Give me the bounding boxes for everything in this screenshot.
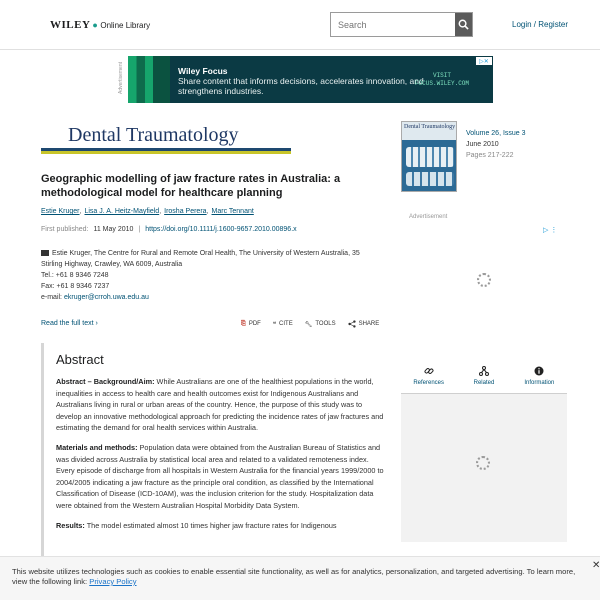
tools-label: TOOLS [315,321,336,327]
ad-banner[interactable] [128,56,493,103]
pdf-label: PDF [248,321,261,327]
abstract-paragraph [56,520,388,532]
tab-references[interactable] [401,362,456,393]
envelope-icon [41,250,49,256]
ad-cta-line1: VISIT [432,72,451,79]
adchoices-icon[interactable]: ▷ ⋮ [543,227,558,234]
author-link[interactable]: Marc Tennant [211,208,254,215]
share-label: SHARE [358,321,380,327]
quote-icon: ❝ [272,321,277,328]
search-icon [458,19,469,30]
journal-cover[interactable] [401,121,457,192]
ad-body: Share content that informs decisions, accelerates innovation, and strengthens industries. [178,76,424,96]
close-icon[interactable]: ✕ [592,560,600,571]
cover-title: Dental Traumatology [402,122,457,140]
ad-side-label: Advertisement [118,62,124,94]
issue-pages: Pages 217-222 [466,152,514,159]
cover-image-lower [406,172,454,186]
abstract-text: The model estimated almost 10 times higher jaw fracture rates for Indigenous [84,520,337,530]
rail-ad-label: Advertisement [409,214,448,220]
telephone: Tel.: +61 8 9346 7248 [41,272,109,279]
abstract-heading: Abstract [56,352,104,367]
search-button[interactable] [455,13,472,36]
wiley-logo[interactable] [50,19,150,31]
publication-info [41,226,297,233]
tab-related[interactable] [456,362,511,393]
author-separator: , [206,208,209,215]
author-link[interactable]: Lisa J. A. Heitz-Mayfield [84,208,160,215]
cookie-banner [0,556,600,600]
affiliation-line2: Stirling Highway, Crawley, WA 6009, Australia [41,261,183,268]
article-title: Geographic modelling of jaw fracture rates in Australia: a methodological model for healthcare planning [41,173,341,199]
email-label: e-mail: [41,294,63,301]
volume-issue-link[interactable]: Volume 26, Issue 3 [466,130,526,137]
tab-information[interactable] [512,362,567,393]
login-register-link[interactable]: Login / Register [512,20,569,29]
fax: Fax: +61 8 9346 7237 [41,283,110,290]
article-toolbar [241,320,379,328]
loading-spinner-icon [476,456,490,470]
email-link[interactable]: ekruger@crroh.uwa.edu.au [63,294,149,301]
logo-brand: WILEY [50,19,91,31]
wrench-icon: 🔧︎ [304,321,313,328]
tools-button[interactable] [305,321,336,328]
first-published-label: First published: [41,226,89,233]
first-published-date: 11 May 2010 [93,226,134,233]
issue-date: June 2010 [466,141,499,148]
search-input[interactable] [331,13,455,36]
tab-references-label: References [413,380,444,386]
issue-info [466,128,526,161]
abstract-text: While Australians are one of the healthiest populations in the world, inequalities in access to health care and health outcomes exist for Indigenous Australians and Australians living in rural or urban areas of the country. Hence, the purpose of this study was to develop an innovative methodological approach for predicting the incidence rates of jaw fractures and estimating the demand for oral health services within Australia. [56,377,384,433]
abstract-section [41,343,386,563]
pub-divider: | [138,226,141,233]
abstract-label: Materials and methods: [56,442,138,452]
affiliation-line1: Estie Kruger, The Centre for Rural and Remote Oral Health, The University of Western Australia, 35 [52,250,360,257]
chevron-right-icon: › [95,320,98,327]
read-full-text-link[interactable] [41,320,98,327]
logo-dot-icon: ● [92,20,99,30]
network-icon [479,366,489,376]
privacy-policy-link[interactable]: Privacy Policy [89,577,137,586]
cite-button[interactable] [273,321,293,328]
pdf-button[interactable] [241,321,261,328]
journal-banner-bar [41,148,291,154]
abstract-paragraph [56,376,388,434]
info-icon [534,366,544,376]
tab-information-label: Information [524,380,555,386]
correspondence-info [41,248,381,303]
cookie-text [12,567,587,587]
link-icon [424,366,434,376]
abstract-label: Abstract – Background/Aim: [56,377,155,386]
cite-label: CITE [279,321,293,327]
ad-cta[interactable] [415,72,469,88]
abstract-text: Population data were obtained from the Australian Bureau of Statistics and was divided across Australia by statistical local area and related to a validated remoteness index. Every episode of discharge from all hospitals in Western Australia for the financial years 1999/2000 to 2004/2005 indicating a jaw fracture as the principle oral condition, as classified by the International Classification of Disease (ICD-10AM), was the inclusion criterion for the study. Hospitalization data were obtained from the Western Australian Hospital Morbidity Data System. [56,442,384,510]
ad-cta-line2: FOCUS.WILEY.COM [414,80,469,87]
logo-suffix: Online Library [100,21,151,30]
author-link[interactable]: Iroshа Perera [164,208,207,215]
rail-tabs [401,362,567,394]
abstract-paragraph [56,442,388,512]
abstract-body [56,376,388,539]
author-separator: , [159,208,162,215]
adchoices-icon[interactable]: ▷✕ [476,57,492,65]
author-separator: , [79,208,82,215]
ad-title: Wiley Focus [178,66,228,76]
author-list [41,208,254,215]
pdf-icon: ⎘ [241,320,246,327]
author-link[interactable]: Estie Kruger [41,208,80,215]
share-icon [348,320,356,328]
cookie-message: This website utilizes technologies such as cookies to enable essential site functionality, as well as for analytics, personalization, and targeted advertising. To learn more, view the following link: [12,567,576,586]
rail-panel [401,394,567,542]
tab-related-label: Related [473,380,495,386]
site-header [0,0,600,50]
cover-image-upper [406,147,454,167]
ad-graphic [128,56,170,103]
doi-link[interactable]: https://doi.org/10.1111/j.1600-9657.2010.00896.x [145,226,297,233]
share-button[interactable] [348,320,380,328]
abstract-label: Results: [56,520,85,530]
journal-title[interactable]: Dental Traumatology [68,124,239,146]
search-box [330,12,473,37]
loading-spinner-icon [477,273,491,287]
read-full-text-label: Read the full text [41,320,94,327]
